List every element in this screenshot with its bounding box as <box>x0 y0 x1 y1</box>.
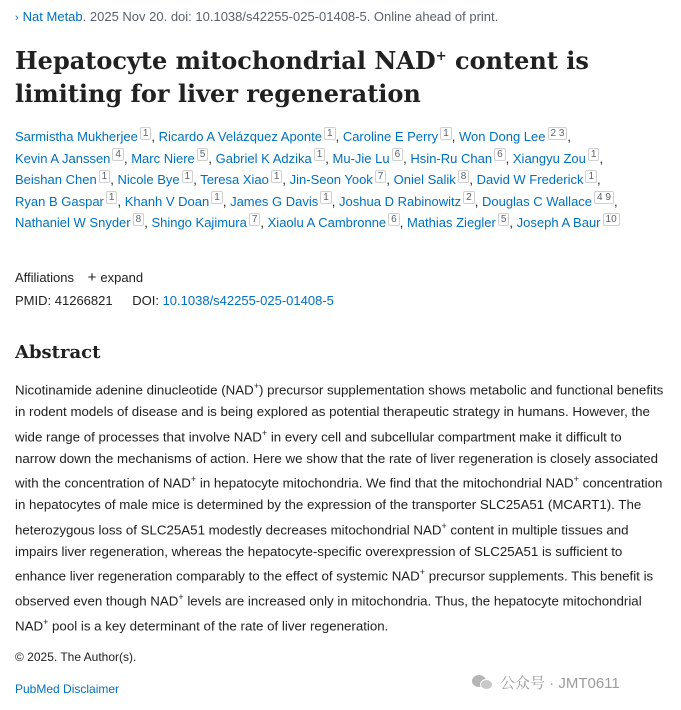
superscript-plus: + <box>178 592 184 603</box>
author-link[interactable] <box>117 172 196 187</box>
author-link[interactable] <box>394 172 473 187</box>
author-separator: , <box>151 129 156 144</box>
doi-link[interactable]: 10.1038/s42255-025-01408-5 <box>162 293 334 308</box>
copyright-notice: © 2025. The Author(s). <box>15 650 137 664</box>
author-name[interactable]: Hsin-Ru Chan <box>410 150 493 166</box>
author-link[interactable] <box>513 151 603 166</box>
author-name[interactable]: Oniel Salik <box>393 172 456 188</box>
affiliation-number[interactable]: 1 <box>106 191 118 204</box>
author-separator: , <box>282 172 287 188</box>
affiliation-number[interactable]: 1 <box>320 191 332 204</box>
author-name[interactable]: Mathias Ziegler <box>406 215 496 231</box>
superscript-plus: + <box>441 520 447 531</box>
author-separator: , <box>222 193 227 209</box>
author-name[interactable]: Sarmistha Mukherjee <box>15 129 138 144</box>
abstract-segment: concentration in hepatocytes of male mice is determined by the expression of the transporter SLC25A51 (MCART1). The heterozygous loss of SLC25A51 modestly decreases mitochondrial NAD <box>15 475 663 538</box>
author-separator: , <box>567 129 572 144</box>
author-link[interactable] <box>333 151 407 166</box>
affiliation-number[interactable]: 4 9 <box>594 191 614 204</box>
watermark <box>472 672 620 693</box>
author-separator: , <box>123 150 128 166</box>
affiliation-number[interactable]: 7 <box>249 213 261 226</box>
author-separator: , <box>613 193 618 209</box>
author-link[interactable] <box>482 194 618 209</box>
author-separator: , <box>110 172 114 188</box>
affiliation-number[interactable]: 1 <box>140 127 152 140</box>
affiliations-row <box>15 269 143 286</box>
affiliation-number[interactable]: 2 3 <box>548 127 568 140</box>
affiliation-number[interactable]: 1 <box>324 127 336 140</box>
author-link[interactable] <box>159 129 340 144</box>
pmid-label: PMID: <box>15 293 52 308</box>
affiliation-number[interactable]: 1 <box>182 170 194 183</box>
author-separator: , <box>260 215 265 231</box>
author-name[interactable]: Ricardo A Velázquez Aponte <box>158 129 322 144</box>
affiliation-number[interactable]: 1 <box>440 127 452 140</box>
affiliation-number[interactable]: 1 <box>585 170 597 183</box>
superscript-plus: + <box>190 474 197 485</box>
author-name[interactable]: Teresa Xiao <box>200 172 269 188</box>
author-name[interactable]: Kevin A Janssen <box>15 150 111 166</box>
author-separator: , <box>331 193 336 209</box>
author-name[interactable]: Nathaniel W Snyder <box>15 215 131 231</box>
author-link[interactable] <box>15 172 114 187</box>
author-name[interactable]: Joseph A Baur <box>516 215 601 231</box>
author-link[interactable] <box>200 172 286 187</box>
pubmed-disclaimer-link[interactable]: PubMed Disclaimer <box>15 682 120 696</box>
abstract-segment: pool is a key determinant of the rate of liver regeneration. <box>48 618 389 634</box>
author-link[interactable] <box>343 129 456 144</box>
affiliation-number[interactable]: 1 <box>211 191 223 204</box>
abstract-segment: in every cell and subcellular compartment make it difficult to narrow down the mechanisms of action. Here we show that the rate of liver regeneration is closely associated with the concentration of NAD <box>15 429 659 491</box>
author-separator: , <box>509 215 514 231</box>
author-link[interactable] <box>339 194 478 209</box>
author-link[interactable] <box>230 194 335 209</box>
affiliation-number[interactable]: 7 <box>375 170 387 183</box>
abstract-segment: precursor supplements. This benefit is observed even though NAD <box>15 568 654 609</box>
author-link[interactable] <box>15 194 121 209</box>
author-separator: , <box>144 215 148 231</box>
author-separator: , <box>325 150 329 166</box>
author-link[interactable] <box>410 151 509 166</box>
affiliation-number[interactable]: 10 <box>603 213 620 226</box>
affiliation-number[interactable]: 6 <box>392 148 404 161</box>
author-name[interactable]: Mu-Jie Lu <box>332 150 390 166</box>
author-name[interactable]: Jin-Seon Yook <box>289 172 373 188</box>
article-title: Hepatocyte mitochondrial NAD+ content is limiting for liver regeneration <box>15 46 589 108</box>
author-name[interactable]: Nicole Bye <box>117 172 180 188</box>
author-name[interactable]: Marc Niere <box>131 150 195 166</box>
author-name[interactable]: Douglas C Wallace <box>481 193 593 209</box>
doi-label: DOI: <box>132 293 159 308</box>
citation-line <box>15 9 498 24</box>
author-separator: , <box>474 193 479 209</box>
author-link[interactable] <box>125 194 227 209</box>
superscript-plus: + <box>573 474 579 485</box>
affiliation-number[interactable]: 5 <box>197 148 209 161</box>
wechat-icon <box>472 674 494 691</box>
affiliation-number[interactable]: 1 <box>588 148 600 161</box>
author-link[interactable] <box>15 129 155 144</box>
affiliation-number[interactable]: 1 <box>314 148 326 161</box>
affiliation-number[interactable]: 4 <box>112 148 124 161</box>
superscript-plus: + <box>261 427 268 438</box>
author-separator: , <box>597 172 601 188</box>
author-name[interactable]: Gabriel K Adzika <box>215 150 312 166</box>
abstract-segment: in hepatocyte mitochondria. We find that the mitochondrial NAD <box>196 475 574 491</box>
author-link[interactable] <box>15 215 148 230</box>
author-name[interactable]: Xiangyu Zou <box>512 150 586 166</box>
author-link[interactable] <box>216 151 329 166</box>
abstract-segment: levels are increased only in mitochondria. Thus, the hepatocyte mitochondrial NAD <box>15 593 642 634</box>
affiliations-label: Affiliations <box>15 270 75 285</box>
author-link[interactable] <box>268 215 404 230</box>
chevron-right-icon[interactable]: › <box>15 12 19 24</box>
author-link[interactable] <box>290 172 390 187</box>
author-name[interactable]: Joshua D Rabinowitz <box>339 193 462 209</box>
abstract-segment: content in multiple tissues and impairs liver regeneration, whereas the hepatocyte-specific overexpression of SLC25A51 is sufficient to enhance liver regeneration comparably to the effect of systemic NAD <box>15 522 629 584</box>
affiliation-number[interactable]: 1 <box>271 170 283 183</box>
author-link[interactable] <box>131 151 212 166</box>
author-separator: , <box>399 215 404 231</box>
author-separator: , <box>505 150 510 166</box>
author-link[interactable] <box>459 129 571 144</box>
citation-details: . 2025 Nov 20. doi: 10.1038/s42255-025-01408-5. Online ahead of print. <box>82 9 499 24</box>
expand-label: expand <box>100 270 144 285</box>
author-name[interactable]: Beishan Chen <box>15 172 97 188</box>
abstract-text <box>15 376 665 637</box>
abstract-segment: ) precursor supplementation shows metabolic and functional benefits in rodent models of disease and is being explored as potential therapeutic strategy in humans. However, the wide range of processes that involve NAD <box>15 382 664 445</box>
superscript-plus: + <box>419 567 426 578</box>
author-separator: , <box>386 172 390 188</box>
author-name[interactable]: Xiaolu A Cambronne <box>267 215 387 231</box>
author-separator: , <box>208 150 212 166</box>
superscript-plus: + <box>253 381 260 391</box>
affiliation-number[interactable]: 8 <box>133 213 145 226</box>
author-link[interactable] <box>407 215 513 230</box>
author-link[interactable] <box>477 172 601 187</box>
author-name[interactable]: Caroline E Perry <box>342 129 439 144</box>
affiliation-number[interactable]: 2 <box>463 191 475 204</box>
author-name[interactable]: James G Davis <box>230 193 319 209</box>
abstract-heading: Abstract <box>15 342 101 363</box>
identifiers-row <box>15 293 334 308</box>
watermark-text: 公众号 · JMT0611 <box>500 675 620 692</box>
author-separator: , <box>469 172 473 188</box>
plus-icon: + <box>87 269 97 286</box>
pmid-value: 41266821 <box>54 293 113 308</box>
author-separator: , <box>335 129 340 144</box>
author-link[interactable] <box>151 215 264 230</box>
affiliation-number[interactable]: 8 <box>458 170 470 183</box>
affiliations-expand-button[interactable] <box>88 270 143 285</box>
author-separator: , <box>117 193 122 209</box>
author-name[interactable]: Shingo Kajimura <box>151 215 247 231</box>
abstract-segment: Nicotinamide adenine dinucleotide (NAD <box>15 382 254 398</box>
affiliation-number[interactable]: 6 <box>388 213 400 226</box>
author-separator: , <box>451 129 456 144</box>
author-separator: , <box>403 150 407 166</box>
author-separator: , <box>193 172 197 188</box>
author-name[interactable]: Ryan B Gaspar <box>15 193 104 209</box>
journal-link[interactable]: Nat Metab <box>22 9 83 24</box>
author-separator: , <box>599 150 604 166</box>
authors-list <box>15 126 665 234</box>
affiliation-number[interactable]: 6 <box>494 148 506 161</box>
author-name[interactable]: Won Dong Lee <box>459 129 546 144</box>
affiliation-number[interactable]: 1 <box>99 170 111 183</box>
author-name[interactable]: Khanh V Doan <box>124 193 210 209</box>
author-name[interactable]: David W Frederick <box>476 172 584 188</box>
affiliation-number[interactable]: 5 <box>498 213 510 226</box>
superscript-plus: + <box>43 617 49 628</box>
author-link[interactable] <box>517 215 620 230</box>
author-link[interactable] <box>15 151 128 166</box>
